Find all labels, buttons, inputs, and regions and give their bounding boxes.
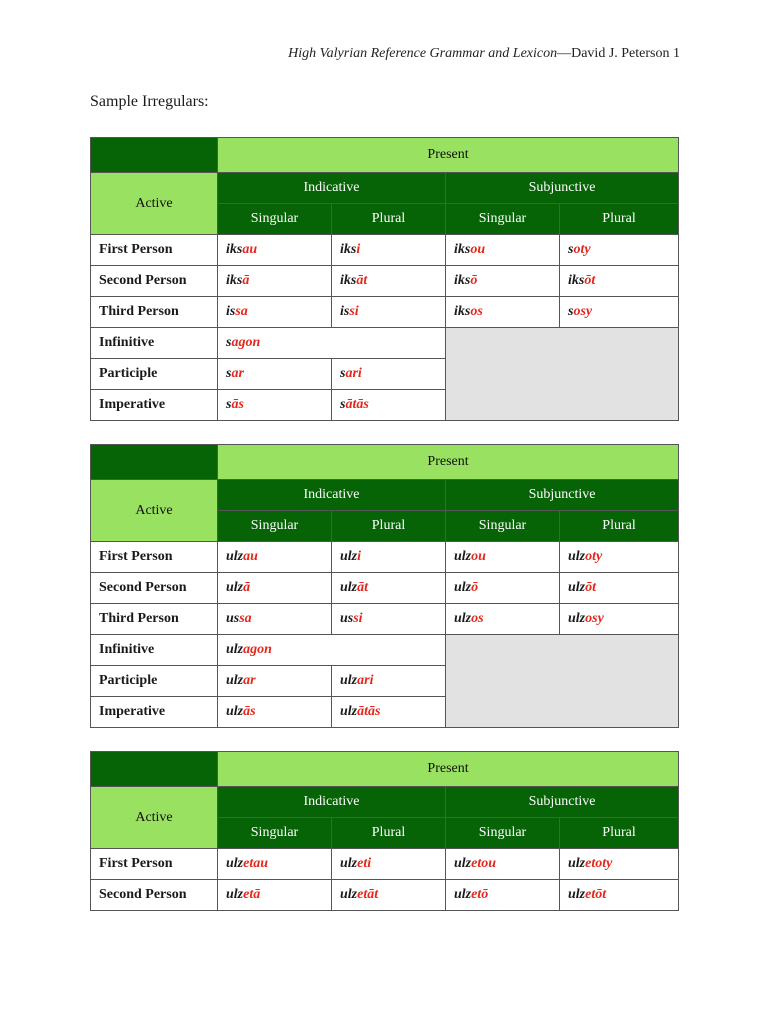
row-label-infinitive: Infinitive — [91, 328, 218, 359]
stem: s — [226, 397, 232, 412]
ending: i — [356, 242, 361, 257]
form-cell — [332, 542, 446, 573]
form-cell — [218, 573, 332, 604]
stem: iks — [340, 273, 357, 288]
stem: is — [340, 304, 350, 319]
ending: os — [471, 611, 484, 626]
empty-gray-cell — [446, 328, 679, 421]
ending: ou — [471, 549, 486, 564]
stem: ulz — [454, 887, 472, 902]
form-cell — [446, 542, 560, 573]
ending: etou — [471, 856, 497, 871]
form-cell — [560, 573, 679, 604]
ending: i — [357, 549, 362, 564]
conjugation-table-1 — [90, 137, 679, 421]
row-label-participle: Participle — [91, 359, 218, 390]
ending: si — [349, 304, 359, 319]
stem: ulz — [454, 549, 472, 564]
ending: ou — [470, 242, 486, 257]
form-cell — [218, 635, 446, 666]
page-header — [288, 46, 680, 62]
stem: ulz — [226, 856, 244, 871]
form-cell — [218, 604, 332, 635]
ending: etā — [243, 887, 261, 902]
form-cell — [446, 266, 560, 297]
row-label-third-person: Third Person — [91, 604, 218, 635]
indicative-header: Indicative — [218, 480, 446, 511]
intro-text: Sample Irregulars: — [90, 93, 209, 110]
table-row — [91, 635, 679, 666]
stem: ulz — [340, 580, 358, 595]
ending: etāt — [357, 887, 379, 902]
ending: ari — [357, 673, 374, 688]
stem: ulz — [340, 704, 358, 719]
present-header: Present — [218, 138, 679, 173]
form-cell — [560, 542, 679, 573]
stem: ulz — [568, 549, 586, 564]
ending: agon — [243, 642, 272, 657]
ending: ās — [231, 397, 244, 412]
form-cell — [560, 297, 679, 328]
ending: ō — [471, 580, 479, 595]
singular-header: Singular — [446, 818, 560, 849]
ending: etoty — [585, 856, 613, 871]
plural-header: Plural — [560, 818, 679, 849]
ending: osy — [573, 304, 593, 319]
form-cell — [446, 604, 560, 635]
ending: ar — [243, 673, 256, 688]
ending: si — [353, 611, 363, 626]
stem: iks — [226, 242, 243, 257]
stem: ulz — [568, 887, 586, 902]
ending: sa — [239, 611, 252, 626]
row-label-second-person: Second Person — [91, 880, 218, 911]
stem: iks — [226, 273, 243, 288]
stem: ulz — [454, 611, 472, 626]
form-cell — [332, 573, 446, 604]
table-row — [91, 328, 679, 359]
active-header: Active — [91, 173, 218, 235]
plural-header: Plural — [560, 511, 679, 542]
row-label-imperative: Imperative — [91, 390, 218, 421]
form-cell — [218, 666, 332, 697]
form-cell — [446, 880, 560, 911]
stem: ulz — [226, 673, 244, 688]
ending: ar — [231, 366, 244, 381]
present-header: Present — [218, 752, 679, 787]
stem: s — [340, 397, 346, 412]
stem: iks — [454, 242, 471, 257]
stem: ulz — [226, 580, 244, 595]
form-cell — [446, 235, 560, 266]
singular-header: Singular — [446, 204, 560, 235]
stem: s — [568, 242, 574, 257]
ending: agon — [231, 335, 261, 350]
ending: os — [470, 304, 483, 319]
row-label-second-person: Second Person — [91, 266, 218, 297]
form-cell — [332, 849, 446, 880]
ending: au — [243, 549, 258, 564]
form-cell — [560, 604, 679, 635]
ending: ā — [242, 273, 250, 288]
table-row — [91, 297, 679, 328]
ending: oty — [573, 242, 591, 257]
form-cell — [218, 542, 332, 573]
form-cell — [218, 390, 332, 421]
ending: etau — [243, 856, 269, 871]
form-cell — [332, 266, 446, 297]
stem: s — [226, 335, 232, 350]
stem: s — [226, 366, 232, 381]
indicative-header: Indicative — [218, 787, 446, 818]
stem: us — [340, 611, 354, 626]
stem: ulz — [568, 856, 586, 871]
form-cell — [218, 880, 332, 911]
stem: ulz — [340, 673, 358, 688]
form-cell — [218, 359, 332, 390]
ending: ātās — [357, 704, 381, 719]
ending: ōt — [584, 273, 596, 288]
ending: etōt — [585, 887, 607, 902]
singular-header: Singular — [218, 818, 332, 849]
form-cell — [332, 666, 446, 697]
row-label-second-person: Second Person — [91, 573, 218, 604]
form-cell — [332, 390, 446, 421]
ending: ari — [345, 366, 362, 381]
plural-header: Plural — [332, 818, 446, 849]
active-header: Active — [91, 480, 218, 542]
form-cell — [218, 328, 446, 359]
corner-cell — [91, 138, 218, 173]
ending: āt — [357, 580, 369, 595]
subjunctive-header: Subjunctive — [446, 173, 679, 204]
table-row — [91, 604, 679, 635]
subjunctive-header: Subjunctive — [446, 480, 679, 511]
conjugation-table-3 — [90, 751, 679, 911]
row-label-first-person: First Person — [91, 542, 218, 573]
form-cell — [332, 880, 446, 911]
ending: āt — [356, 273, 368, 288]
singular-header: Singular — [218, 511, 332, 542]
stem: ulz — [568, 611, 586, 626]
ending: osy — [585, 611, 604, 626]
stem: us — [226, 611, 240, 626]
row-label-participle: Participle — [91, 666, 218, 697]
ending: ātās — [345, 397, 369, 412]
form-cell — [218, 849, 332, 880]
stem: iks — [454, 273, 471, 288]
singular-header: Singular — [218, 204, 332, 235]
stem: ulz — [454, 580, 472, 595]
stem: s — [568, 304, 574, 319]
form-cell — [332, 697, 446, 728]
plural-header: Plural — [560, 204, 679, 235]
ending: sa — [235, 304, 248, 319]
stem: ulz — [568, 580, 586, 595]
form-cell — [332, 359, 446, 390]
ending: oty — [585, 549, 603, 564]
plural-header: Plural — [332, 204, 446, 235]
stem: ulz — [340, 856, 358, 871]
row-label-imperative: Imperative — [91, 697, 218, 728]
corner-cell — [91, 752, 218, 787]
conjugation-table-2 — [90, 444, 679, 728]
table-row — [91, 573, 679, 604]
stem: is — [226, 304, 236, 319]
ending: etō — [471, 887, 489, 902]
form-cell — [332, 297, 446, 328]
table-row — [91, 266, 679, 297]
row-label-first-person: First Person — [91, 235, 218, 266]
stem: ulz — [226, 887, 244, 902]
ending: ō — [470, 273, 478, 288]
empty-gray-cell — [446, 635, 679, 728]
row-label-third-person: Third Person — [91, 297, 218, 328]
form-cell — [560, 266, 679, 297]
present-header: Present — [218, 445, 679, 480]
form-cell — [332, 604, 446, 635]
stem: ulz — [340, 549, 358, 564]
stem: ulz — [226, 549, 244, 564]
form-cell — [446, 849, 560, 880]
stem: ulz — [226, 704, 244, 719]
stem: ulz — [226, 642, 244, 657]
table-row — [91, 880, 679, 911]
form-cell — [218, 235, 332, 266]
form-cell — [332, 235, 446, 266]
form-cell — [560, 849, 679, 880]
form-cell — [218, 697, 332, 728]
table-row — [91, 849, 679, 880]
ending: eti — [357, 856, 372, 871]
ending: au — [242, 242, 258, 257]
form-cell — [446, 573, 560, 604]
stem: ulz — [340, 887, 358, 902]
subjunctive-header: Subjunctive — [446, 787, 679, 818]
stem: ulz — [454, 856, 472, 871]
stem: s — [340, 366, 346, 381]
ending: ās — [243, 704, 256, 719]
corner-cell — [91, 445, 218, 480]
form-cell — [446, 297, 560, 328]
stem: iks — [340, 242, 357, 257]
form-cell — [560, 235, 679, 266]
stem: iks — [454, 304, 471, 319]
active-header: Active — [91, 787, 218, 849]
stem: iks — [568, 273, 585, 288]
row-label-first-person: First Person — [91, 849, 218, 880]
ending: ā — [243, 580, 251, 595]
form-cell — [218, 297, 332, 328]
form-cell — [560, 880, 679, 911]
form-cell — [218, 266, 332, 297]
row-label-infinitive: Infinitive — [91, 635, 218, 666]
indicative-header: Indicative — [218, 173, 446, 204]
table-row — [91, 235, 679, 266]
header-author: —David J. Peterson 1 — [557, 46, 680, 61]
table-row — [91, 542, 679, 573]
singular-header: Singular — [446, 511, 560, 542]
header-title: High Valyrian Reference Grammar and Lexicon — [288, 46, 558, 61]
ending: ōt — [585, 580, 597, 595]
plural-header: Plural — [332, 511, 446, 542]
